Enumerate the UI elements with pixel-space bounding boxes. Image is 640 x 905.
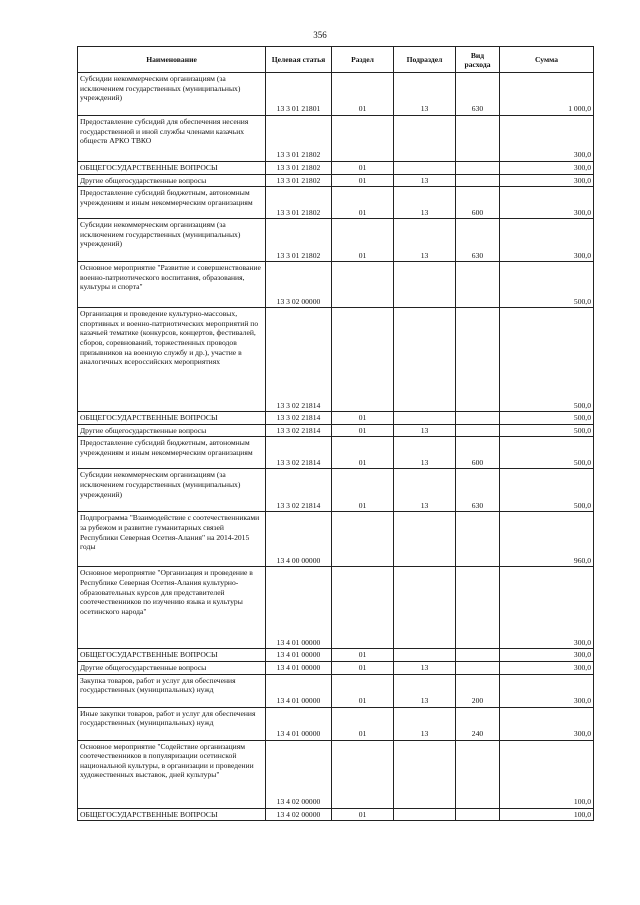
row-type: 630 <box>456 73 500 116</box>
row-subsection <box>394 162 456 175</box>
row-section: 01 <box>332 219 394 262</box>
table-row <box>78 73 594 116</box>
row-code: 13 3 01 21802 <box>266 162 332 175</box>
row-sum: 1 000,0 <box>500 73 594 116</box>
row-sum: 300,0 <box>500 661 594 674</box>
table-row <box>78 308 594 412</box>
table-row <box>78 469 594 512</box>
row-sum: 500,0 <box>500 262 594 308</box>
row-subsection <box>394 512 456 567</box>
table-header-row <box>78 47 594 73</box>
row-section <box>332 308 394 412</box>
table-row <box>78 661 594 674</box>
row-name: Подпрограмма "Взаимодействие с соотечественниками за рубежом и развитие гуманитарных связей Республики Северная Осетия-Алания" на 2014-2015 годы <box>78 512 266 567</box>
row-type <box>456 162 500 175</box>
table-row <box>78 437 594 469</box>
row-subsection <box>394 567 456 649</box>
row-section: 01 <box>332 649 394 662</box>
row-section <box>332 567 394 649</box>
row-type <box>456 512 500 567</box>
row-subsection: 13 <box>394 174 456 187</box>
row-type: 600 <box>456 437 500 469</box>
row-subsection <box>394 262 456 308</box>
row-type <box>456 116 500 162</box>
row-subsection: 13 <box>394 424 456 437</box>
row-type <box>456 424 500 437</box>
row-subsection <box>394 808 456 821</box>
row-sum: 500,0 <box>500 437 594 469</box>
row-section: 01 <box>332 707 394 740</box>
row-code: 13 4 01 00000 <box>266 707 332 740</box>
row-name: ОБЩЕГОСУДАРСТВЕННЫЕ ВОПРОСЫ <box>78 649 266 662</box>
row-name: Предоставление субсидий бюджетным, автономным учреждениям и иным некоммерческим организациям <box>78 187 266 219</box>
row-code: 13 3 02 21814 <box>266 469 332 512</box>
row-section: 01 <box>332 437 394 469</box>
table-row <box>78 649 594 662</box>
row-type <box>456 174 500 187</box>
row-sum: 100,0 <box>500 808 594 821</box>
row-subsection <box>394 649 456 662</box>
row-sum: 300,0 <box>500 707 594 740</box>
row-section: 01 <box>332 469 394 512</box>
header-subsection: Подраздел <box>394 47 456 73</box>
row-sum: 300,0 <box>500 567 594 649</box>
table-row <box>78 262 594 308</box>
row-section: 01 <box>332 73 394 116</box>
budget-table <box>77 46 594 821</box>
row-sum: 960,0 <box>500 512 594 567</box>
table-row <box>78 116 594 162</box>
row-subsection: 13 <box>394 661 456 674</box>
row-name: Организация и проведение культурно-массовых, спортивных и военно-патриотических мероприятий по казачьей тематике (конкурсов, концертов, фестивалей, сборов, соревнований, торжественных проводов призывников на военную службу и др.), участие в аналогичных всероссийских мероприятиях <box>78 308 266 412</box>
header-code: Целевая статья <box>266 47 332 73</box>
row-subsection: 13 <box>394 674 456 707</box>
table-row <box>78 424 594 437</box>
row-code: 13 3 01 21802 <box>266 174 332 187</box>
row-type: 630 <box>456 219 500 262</box>
header-section: Раздел <box>332 47 394 73</box>
row-type <box>456 661 500 674</box>
row-section: 01 <box>332 174 394 187</box>
row-name: Иные закупки товаров, работ и услуг для обеспечения государственных (муниципальных) нужд <box>78 707 266 740</box>
table-row <box>78 174 594 187</box>
row-name: Субсидии некоммерческим организациям (за исключением государственных (муниципальных) учреждений) <box>78 219 266 262</box>
row-code: 13 4 01 00000 <box>266 674 332 707</box>
row-code: 13 4 00 00000 <box>266 512 332 567</box>
row-section: 01 <box>332 412 394 425</box>
row-type: 240 <box>456 707 500 740</box>
row-type <box>456 412 500 425</box>
row-code: 13 4 01 00000 <box>266 567 332 649</box>
row-name: Основное мероприятие "Организация и проведение в Республике Северная Осетия-Алания культурно-образовательных курсов для представителей соотечественников по изучению языка и культуры осетинского народа" <box>78 567 266 649</box>
row-subsection: 13 <box>394 187 456 219</box>
row-name: Основное мероприятие "Развитие и совершенствование военно-патриотического воспитания, образования, культуры и спорта" <box>78 262 266 308</box>
row-subsection: 13 <box>394 469 456 512</box>
row-code: 13 3 01 21802 <box>266 116 332 162</box>
row-section: 01 <box>332 424 394 437</box>
row-subsection: 13 <box>394 707 456 740</box>
row-subsection: 13 <box>394 437 456 469</box>
row-type <box>456 262 500 308</box>
row-name: Другие общегосударственные вопросы <box>78 424 266 437</box>
row-type <box>456 567 500 649</box>
row-name: Предоставление субсидий бюджетным, автономным учреждениям и иным некоммерческим организациям <box>78 437 266 469</box>
row-code: 13 3 01 21802 <box>266 187 332 219</box>
row-code: 13 4 01 00000 <box>266 649 332 662</box>
row-type <box>456 808 500 821</box>
row-sum: 500,0 <box>500 424 594 437</box>
row-name: ОБЩЕГОСУДАРСТВЕННЫЕ ВОПРОСЫ <box>78 162 266 175</box>
row-name: Основное мероприятие "Содействие организациям соотечественников в популяризации осетинской национальной культуры, в организации и проведении художественных выставок, дней культуры" <box>78 740 266 808</box>
row-code: 13 3 01 21802 <box>266 219 332 262</box>
table-row <box>78 162 594 175</box>
row-type <box>456 649 500 662</box>
row-sum: 300,0 <box>500 219 594 262</box>
row-code: 13 3 02 21814 <box>266 424 332 437</box>
row-subsection <box>394 412 456 425</box>
row-code: 13 4 02 00000 <box>266 808 332 821</box>
row-section: 01 <box>332 808 394 821</box>
row-section: 01 <box>332 162 394 175</box>
row-name: ОБЩЕГОСУДАРСТВЕННЫЕ ВОПРОСЫ <box>78 808 266 821</box>
row-type <box>456 740 500 808</box>
row-type: 200 <box>456 674 500 707</box>
table-row <box>78 412 594 425</box>
row-subsection: 13 <box>394 219 456 262</box>
row-sum: 500,0 <box>500 412 594 425</box>
row-section <box>332 262 394 308</box>
row-sum: 300,0 <box>500 174 594 187</box>
row-code: 13 3 02 00000 <box>266 262 332 308</box>
table-row <box>78 219 594 262</box>
page-number: 356 <box>313 30 327 40</box>
table-row <box>78 567 594 649</box>
row-type: 600 <box>456 187 500 219</box>
row-name: Другие общегосударственные вопросы <box>78 661 266 674</box>
header-name: Наименование <box>78 47 266 73</box>
table-row <box>78 512 594 567</box>
row-type <box>456 308 500 412</box>
row-name: Другие общегосударственные вопросы <box>78 174 266 187</box>
row-sum: 100,0 <box>500 740 594 808</box>
row-section: 01 <box>332 661 394 674</box>
row-sum: 300,0 <box>500 674 594 707</box>
table-row <box>78 674 594 707</box>
row-sum: 500,0 <box>500 308 594 412</box>
row-code: 13 4 01 00000 <box>266 661 332 674</box>
row-code: 13 3 02 21814 <box>266 437 332 469</box>
row-name: Закупка товаров, работ и услуг для обеспечения государственных (муниципальных) нужд <box>78 674 266 707</box>
row-subsection: 13 <box>394 73 456 116</box>
row-section <box>332 116 394 162</box>
header-sum: Сумма <box>500 47 594 73</box>
row-section: 01 <box>332 674 394 707</box>
row-type: 630 <box>456 469 500 512</box>
row-sum: 300,0 <box>500 162 594 175</box>
row-subsection <box>394 308 456 412</box>
row-name: Субсидии некоммерческим организациям (за исключением государственных (муниципальных) учреждений) <box>78 469 266 512</box>
header-type: Вид расхода <box>456 47 500 73</box>
row-code: 13 3 02 21814 <box>266 412 332 425</box>
table-row <box>78 808 594 821</box>
table-row <box>78 187 594 219</box>
row-section <box>332 740 394 808</box>
row-sum: 300,0 <box>500 187 594 219</box>
table-row <box>78 740 594 808</box>
row-name: Субсидии некоммерческим организациям (за исключением государственных (муниципальных) учреждений) <box>78 73 266 116</box>
row-sum: 300,0 <box>500 649 594 662</box>
row-sum: 500,0 <box>500 469 594 512</box>
row-section <box>332 512 394 567</box>
row-section: 01 <box>332 187 394 219</box>
row-code: 13 4 02 00000 <box>266 740 332 808</box>
row-subsection <box>394 116 456 162</box>
row-sum: 300,0 <box>500 116 594 162</box>
row-subsection <box>394 740 456 808</box>
row-code: 13 3 02 21814 <box>266 308 332 412</box>
row-name: Предоставление субсидий для обеспечения несения государственной и иной службы членами казачьих обществ АРКО ТВКО <box>78 116 266 162</box>
row-name: ОБЩЕГОСУДАРСТВЕННЫЕ ВОПРОСЫ <box>78 412 266 425</box>
table-row <box>78 707 594 740</box>
row-code: 13 3 01 21801 <box>266 73 332 116</box>
